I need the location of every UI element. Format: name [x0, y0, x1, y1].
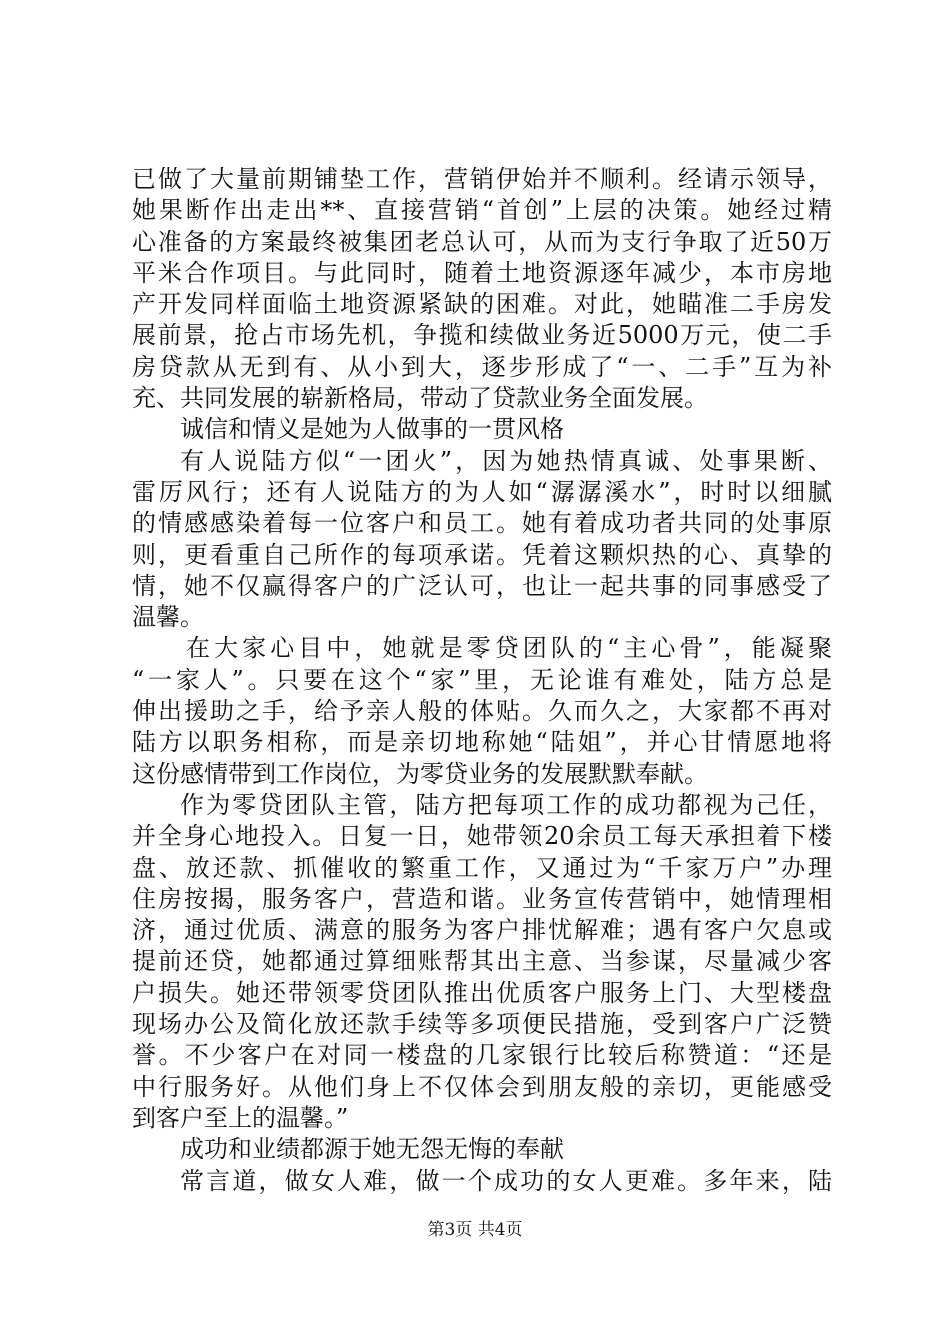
- text-line: 雷厉风行；还有人说陆方的为人如“潺潺溪水”，时时以细腻: [132, 477, 832, 506]
- text-line: 中行服务好。从他们身上不仅体会到朋友般的亲切，更能感受: [132, 1072, 832, 1101]
- text-line: 产开发同样面临土地资源紧缺的困难。对此，她瞄准二手房发: [132, 290, 832, 319]
- text-line: 诚信和情义是她为人做事的一贯风格: [180, 415, 564, 444]
- text-line: 已做了大量前期铺垫工作，营销伊始并不顺利。经请示领导，: [132, 165, 832, 193]
- text-line: 陆方以职务相称，而是亲切地称她“陆姐”，并心甘情愿地将: [132, 728, 832, 757]
- text-line: 济，通过优质、满意的服务为客户排忧解难；遇有客户欠息或: [132, 916, 832, 945]
- text-line: 充、共同发展的崭新格局，带动了贷款业务全面发展。: [132, 384, 708, 413]
- text-line: 她果断作出走出**、直接营销“首创”上层的决策。她经过精: [132, 196, 832, 225]
- text-line: 则，更看重自己所作的每项承诺。凭着这颗炽热的心、真挚的: [132, 540, 832, 569]
- text-line: 作为零贷团队主管，陆方把每项工作的成功都视为己任，: [180, 790, 832, 819]
- text-line: 并全身心地投入。日复一日，她带领20余员工每天承担着下楼: [132, 822, 832, 851]
- text-line: 常言道，做女人难，做一个成功的女人更难。多年来，陆: [180, 1166, 832, 1195]
- text-line: 心准备的方案最终被集团老总认可，从而为支行争取了近50万: [132, 227, 832, 256]
- text-line: 有人说陆方似“一团火”，因为她热情真诚、处事果断、: [180, 446, 832, 475]
- text-line: 盘、放还款、抓催收的繁重工作，又通过为“千家万户”办理: [132, 853, 832, 882]
- text-line: 伸出援助之手，给予亲人般的体贴。久而久之，大家都不再对: [132, 697, 832, 726]
- text-line: 情，她不仅赢得客户的广泛认可，也让一起共事的同事感受了: [132, 571, 832, 600]
- text-line: 誉。不少客户在对同一楼盘的几家银行比较后称赞道：“还是: [132, 1041, 832, 1070]
- page-footer: 第3页 共4页: [427, 1220, 523, 1240]
- text-line: 温馨。: [132, 603, 204, 632]
- text-line: 房贷款从无到有、从小到大，逐步形成了“一、二手”互为补: [132, 352, 832, 381]
- text-line: 这份感情带到工作岗位，为零贷业务的发展默默奉献。: [132, 759, 708, 788]
- text-line: 提前还贷，她都通过算细账帮其出主意、当参谋，尽量减少客: [132, 947, 832, 976]
- body-text: [132, 164, 832, 1197]
- text-line: “一家人”。只要在这个“家”里，无论谁有难处，陆方总是: [132, 665, 832, 694]
- text-line: 户损失。她还带领零贷团队推出优质客户服务上门、大型楼盘: [132, 978, 832, 1007]
- text-line: 住房按揭，服务客户，营造和谐。业务宣传营销中，她情理相: [132, 884, 832, 913]
- text-line: 平米合作项目。与此同时，随着土地资源逐年减少，本市房地: [132, 258, 832, 287]
- text-line: 展前景，抢占市场先机，争揽和续做业务近5000万元，使二手: [132, 321, 832, 350]
- text-line: 的情感感染着每一位客户和员工。她有着成功者共同的处事原: [132, 509, 832, 538]
- text-line: 成功和业绩都源于她无怨无悔的奉献: [180, 1135, 564, 1164]
- text-line: 在大家心目中，她就是零贷团队的“主心骨”，能凝聚: [186, 634, 832, 663]
- text-line: 现场办公及简化放还款手续等多项便民措施，受到客户广泛赞: [132, 1010, 832, 1039]
- text-line: 到客户至上的温馨。”: [132, 1103, 349, 1132]
